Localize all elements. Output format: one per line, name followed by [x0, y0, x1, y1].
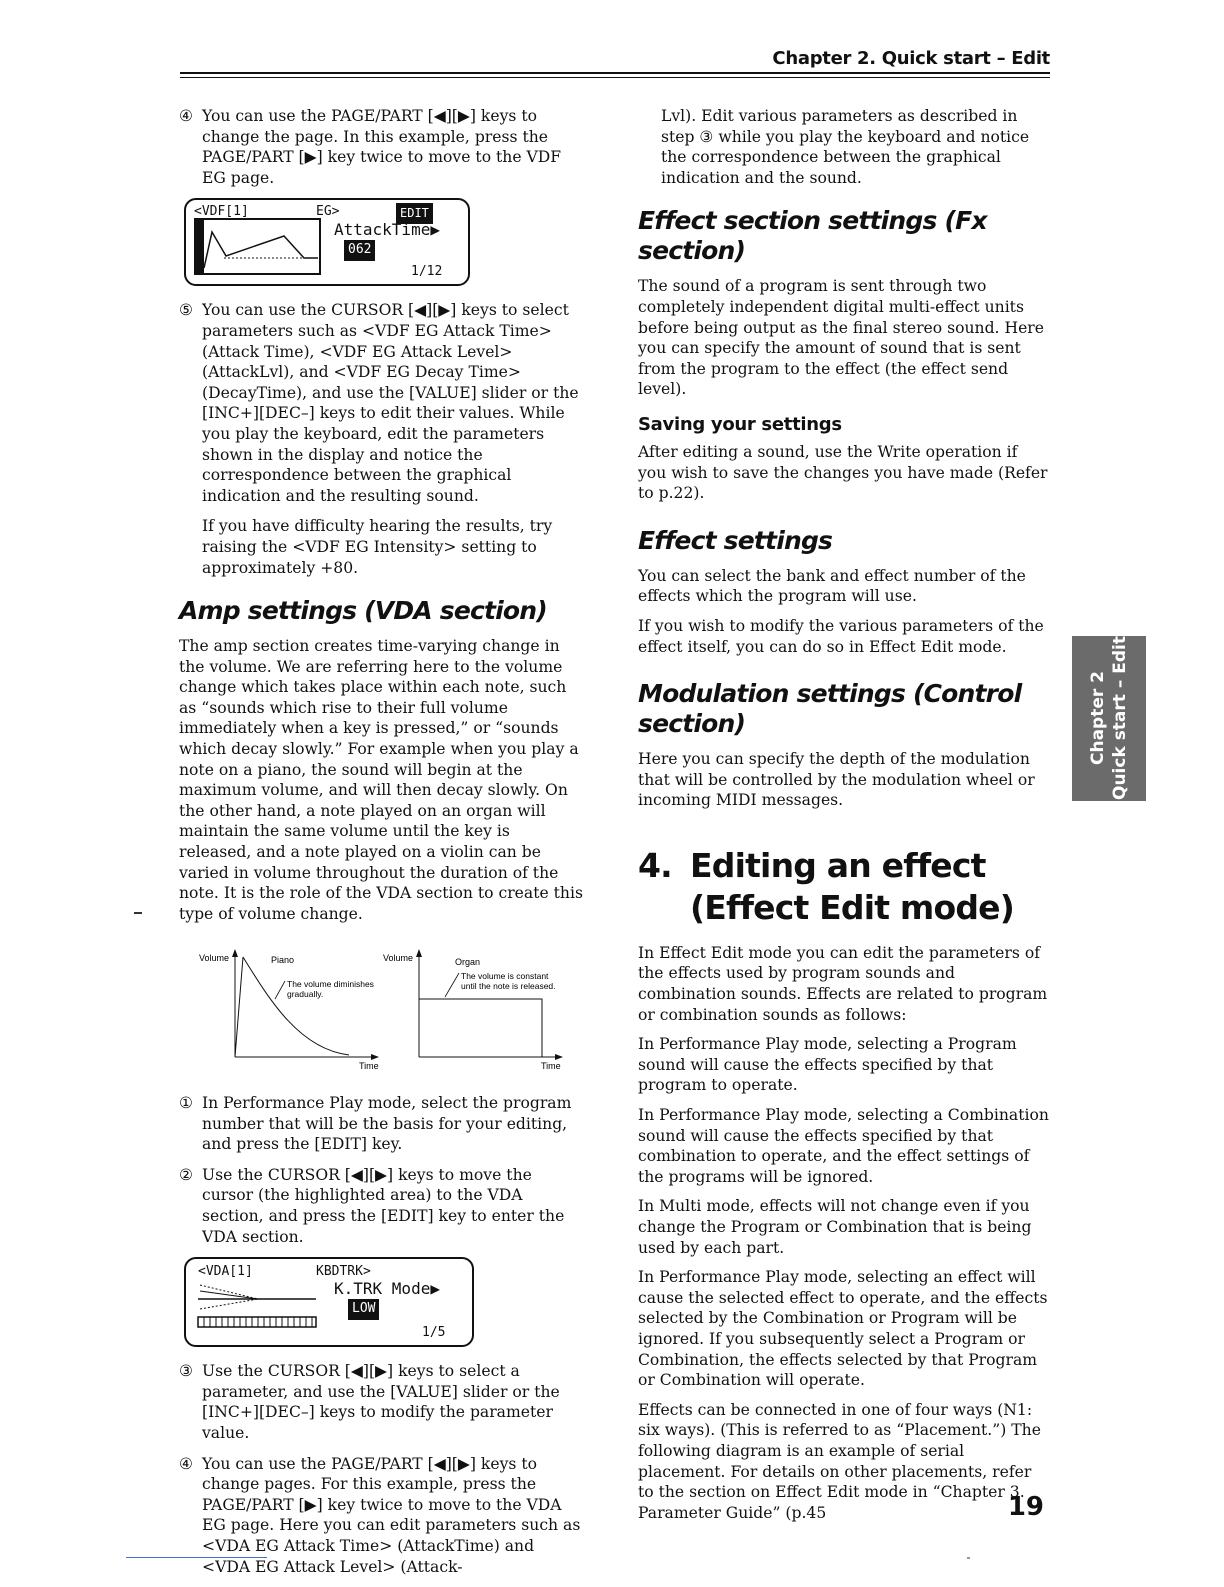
lcd-parameter-name: K.TRK Mode▶ [334, 1279, 440, 1299]
page-number: 19 [1007, 1492, 1044, 1522]
amp-paragraph: The amp section creates time-varying change in the volume. We are referring here to the volume change which takes place within each note, such as “sounds which rise to their full volume immediately when a key is pressed,” or “sounds which decay slowly.” For example when you play a note on a piano, the sound will begin at the maximum volume, and will then decay slowly. On the other hand, a note played on an organ will maintain the same volume until the key is released, and a note played on a violin can be varied in volume throughout the duration of the note. It is the role of the VDA section to create this type of volume change. [179, 637, 583, 923]
piano-note-leader [275, 981, 285, 999]
effect-edit-paragraph-2: In Performance Play mode, selecting a Program sound will cause the effects specified by that program to operate. [638, 1035, 1017, 1095]
organ-title: Organ [455, 957, 481, 968]
piano-y-arrow [232, 949, 238, 957]
side-tab-line1: Chapter 2 [1088, 670, 1108, 766]
modulation-paragraph: Here you can specify the depth of the modulation that will be controlled by the modulation wheel or incoming MIDI messages. [638, 750, 1035, 810]
organ-note-line2: until the note is released. [461, 981, 556, 992]
step-number: ② [179, 1165, 193, 1184]
right-column [638, 106, 1050, 1532]
keyboard-key-dividers [204, 1317, 312, 1327]
lcd-edit-indicator: EDIT [396, 203, 433, 224]
amp-settings-heading: Amp settings (VDA section) [179, 596, 547, 626]
margin-mark [134, 912, 142, 914]
effect-edit-paragraph-4: In Multi mode, effects will not change even if you change the Program or Combination that is being used by each part. [638, 1197, 1032, 1257]
lcd-parameter-value: 062 [344, 240, 375, 261]
organ-y-arrow [416, 949, 422, 957]
piano-note-line2: gradually. [287, 989, 324, 1000]
step-text: You can use the CURSOR [◀][▶] keys to select parameters such as <VDF EG Attack Time> (Attack Time), <VDF EG Attack Level> (AttackLvl), and <VDF EG Decay Time> (DecayTime), and use the [VALUE] slider or the [INC+][DEC–] keys to edit their values. While you play the keyboard, edit the parameters shown in the display and notice the correspondence between the graphical indication and the resulting sound. [202, 301, 579, 505]
difficulty-paragraph: If you have difficulty hearing the results, try raising the <VDF EG Intensity> setting to approximately +80. [202, 517, 553, 577]
lcd-page-count: 1/12 [411, 264, 443, 280]
fx-section-heading: Effect section settings (Fx section) [638, 206, 987, 266]
chapter-side-tab [1072, 636, 1146, 801]
organ-note-line1: The volume is constant [461, 971, 549, 982]
effect-edit-paragraph-6: Effects can be connected in one of four ways (N1: six ways). (This is referred to as “Placement.”) The following diagram is an example of serial placement. For details on other placements, refer to the section on Effect Edit mode in “Chapter 3. Parameter Guide” (p.45 [638, 1400, 1041, 1522]
organ-x-arrow [555, 1054, 563, 1060]
step-text: Use the CURSOR [◀][▶] keys to move the cursor (the highlighted area) to the VDA section, and press the [EDIT] key to enter the VDA section. [202, 1165, 565, 1246]
step-number: ① [179, 1094, 193, 1112]
step-number: ④ [179, 1454, 193, 1473]
piano-decay-curve [243, 957, 349, 1055]
lcd-display-vda-kbdtrk [184, 1257, 474, 1347]
effect-paragraph-1: You can select the bank and effect number of the effects which the program will use. [638, 566, 1026, 606]
lcd-display-vdf-eg [184, 198, 470, 286]
lcd-page-label: KBDTRK> [316, 1264, 371, 1280]
step-4-vda [179, 1454, 587, 1578]
lcd-section-label: <VDA[1] [198, 1264, 253, 1280]
effect-settings-heading: Effect settings [638, 525, 833, 555]
piano-x-arrow [371, 1054, 379, 1060]
step-5-vdf [179, 300, 587, 506]
left-column [179, 106, 587, 1587]
volume-envelope-diagram [199, 949, 569, 1069]
effect-edit-paragraph-1: In Effect Edit mode you can edit the parameters of the effects used by program sounds and combination sounds. Effects are related to program or combination sounds as follows: [638, 943, 1048, 1024]
section-title: Editing an effect (Effect Edit mode) [690, 845, 1015, 927]
header-rule-thin [180, 77, 1050, 78]
chapter-header: Chapter 2. Quick start – Edit [772, 48, 1050, 69]
piano-envelope-chart [199, 949, 379, 1069]
lcd-page-label: EG> [316, 204, 340, 220]
envelope-curve [204, 232, 318, 268]
kbd-slope-lower [200, 1299, 258, 1309]
step-2-vda [179, 1165, 587, 1247]
piano-title: Piano [271, 955, 295, 966]
lcd-section-label: <VDF[1] [194, 204, 249, 220]
step-text: Use the CURSOR [◀][▶] keys to select a parameter, and use the [VALUE] slider or the [INC+][DEC–] keys to modify the parameter value. [202, 1362, 560, 1442]
effect-edit-paragraph-5: In Performance Play mode, selecting an effect will cause the selected effect to operate, and the effects selected by the Combination or Program will be ignored. If you subsequently select a Program or Combination, the effects selected by that Program or Combination will operate. [638, 1268, 1048, 1390]
lcd-parameter-name: AttackTime▶ [334, 220, 440, 240]
step-text: You can use the PAGE/PART [◀][▶] keys to change the page. In this example, press the PAGE/PART [▶] key twice to move to the VDF EG page. [202, 107, 562, 187]
piano-note-line1: The volume diminishes [287, 979, 374, 990]
lcd-parameter-value: LOW [348, 1299, 379, 1320]
modulation-settings-heading: Modulation settings (Control section) [638, 679, 1022, 739]
side-tab-label [1087, 636, 1131, 800]
step-number: ③ [179, 1362, 193, 1381]
organ-x-label: Time [541, 1061, 561, 1070]
vdf-eg-graph [194, 218, 322, 276]
header-rule [180, 72, 1050, 74]
graph-frame [195, 219, 320, 274]
piano-x-label: Time [359, 1061, 379, 1070]
section-4-heading [638, 845, 1050, 929]
step-number: ⑤ [179, 301, 193, 320]
step-text: You can use the PAGE/PART [◀][▶] keys to change pages. For this example, press the PAGE/PART [▶] key twice to move to the VDA EG page. Here you can edit parameters such as <VDA EG Attack Time> (AttackTime) and <VDA EG Attack Level> (Attack- [202, 1454, 581, 1576]
section-number: 4. [638, 845, 672, 885]
step-text: In Performance Play mode, select the program number that will be the basis for your editing, and press the [EDIT] key. [202, 1094, 572, 1154]
organ-envelope-chart [383, 949, 563, 1069]
lcd-page-count: 1/5 [422, 1325, 446, 1341]
side-tab-line2: Quick start – Edit [1110, 636, 1130, 800]
organ-sustain-line [419, 999, 542, 1057]
piano-y-label: Volume [199, 953, 230, 964]
graph-bar [195, 219, 204, 274]
footer-dot [967, 1557, 970, 1559]
keyboard-tracking-graph [194, 1279, 324, 1335]
saving-paragraph: After editing a sound, use the Write operation if you wish to save the changes you have made (Refer to p.22). [638, 442, 1048, 503]
organ-y-label: Volume [383, 953, 414, 964]
piano-attack-line [235, 957, 243, 1057]
effect-edit-paragraph-3: In Performance Play mode, selecting a Combination sound will cause the effects specified by that combination to operate, and the effect settings of the programs will be ignored. [638, 1106, 1049, 1186]
continued-paragraph: Lvl). Edit various parameters as described in step ③ while you play the keyboard and notice the correspondence between the graphical indication and the sound. [661, 107, 1030, 187]
step-number: ④ [179, 107, 193, 125]
step-4-vdf [179, 106, 587, 188]
footer-line [126, 1557, 267, 1558]
step-1-vda [179, 1093, 587, 1155]
fx-paragraph: The sound of a program is sent through two completely independent digital multi-effect units before being output as the final stereo sound. Here you can specify the amount of sound that is sent from the program to the effect (the effect send level). [638, 277, 1044, 399]
effect-paragraph-2: If you wish to modify the various parameters of the effect itself, you can do so in Effect Edit mode. [638, 616, 1044, 656]
saving-heading: Saving your settings [638, 413, 842, 435]
organ-note-leader [445, 973, 459, 997]
step-3-vda [179, 1361, 587, 1443]
